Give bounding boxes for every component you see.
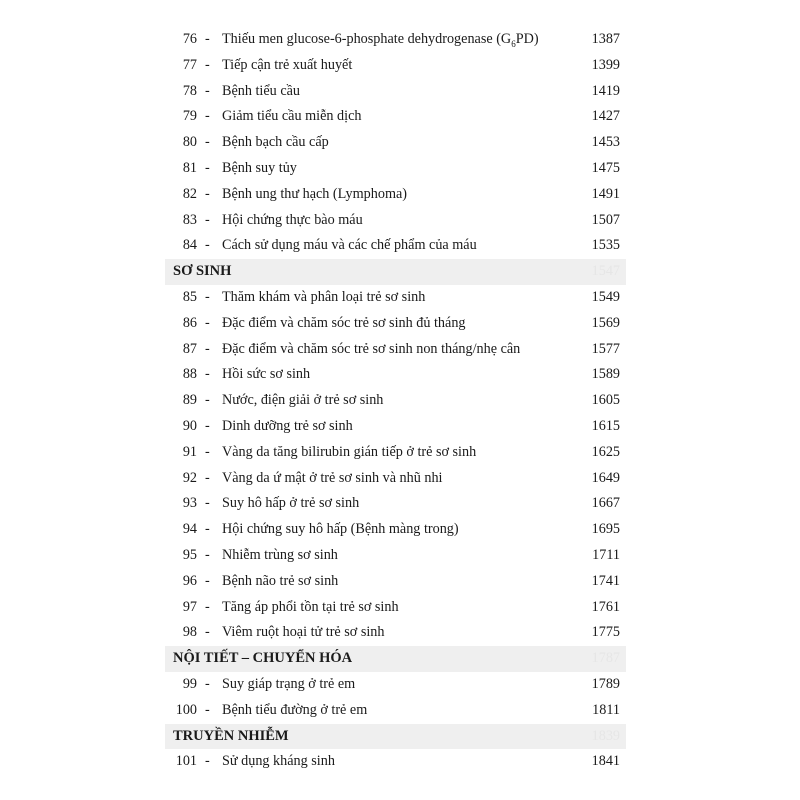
entry-dash: - [205,134,210,151]
entry-page-number: 1419 [591,82,620,99]
entry-dash: - [205,392,210,409]
entry-dash: - [205,288,210,305]
toc-entry[interactable] [165,491,626,517]
toc-entry[interactable] [165,698,626,724]
entry-page-number: 1387 [591,31,620,47]
section-page-number: 1787 [591,650,620,667]
entry-number: 80 [182,134,197,151]
entry-dash: - [205,108,210,125]
entry-page-number: 1605 [591,392,620,409]
entry-title-text: Thiếu men glucose-6-phosphate dehydrogenase (G [222,31,512,47]
entry-dash: - [205,237,210,254]
entry-title [222,569,338,595]
entry-title-text: Giảm tiểu cầu miễn dịch [222,108,362,125]
toc-entry[interactable] [165,130,626,156]
entry-title-text: Cách sử dụng máu và các chế phẩm của máu [222,237,477,254]
entry-title-text: Viêm ruột hoại tử trẻ sơ sinh [222,624,385,641]
entry-title [222,491,359,517]
entry-title-text: Đặc điểm và chăm sóc trẻ sơ sinh đủ tháng [222,314,466,331]
toc-entry[interactable] [165,543,626,569]
entry-dash: - [205,82,210,99]
entry-number: 94 [182,521,197,538]
entry-number: 91 [182,443,197,460]
entry-title-text: Hội chứng suy hô hấp (Bệnh màng trong) [222,521,459,538]
toc-entry[interactable] [165,749,626,775]
entry-title [222,233,477,259]
entry-title-text: Bệnh tiểu cầu [222,82,301,99]
toc-entry[interactable] [165,104,626,130]
toc-entry[interactable] [165,182,626,208]
entry-title [222,27,539,53]
entry-title-subscript: 6 [511,38,516,49]
entry-title [222,311,466,337]
entry-number: 77 [182,56,197,73]
section-title: NỘI TIẾT – CHUYỂN HÓA [173,650,353,667]
entry-title-text: Sử dụng kháng sinh [222,753,335,770]
toc-entry[interactable] [165,466,626,492]
entry-title-text: Bệnh ung thư hạch (Lymphoma) [222,185,407,202]
entry-dash: - [205,495,210,512]
entry-page-number: 1711 [592,546,620,563]
entry-title [222,182,407,208]
entry-title [222,79,300,105]
entry-number: 100 [175,701,197,718]
entry-page-number: 1789 [591,675,620,692]
entry-number: 83 [182,211,197,228]
entry-title-text: Dinh dưỡng trẻ sơ sinh [222,417,353,434]
entry-number: 96 [182,572,197,589]
entry-title-text: Thăm khám và phân loại trẻ sơ sinh [222,288,426,305]
entry-title [222,698,367,724]
entry-number: 99 [182,675,197,692]
entry-dash: - [205,340,210,357]
entry-number: 90 [182,417,197,434]
entry-dash: - [205,417,210,434]
entry-number: 84 [182,237,197,254]
entry-dash: - [205,159,210,176]
entry-dash: - [205,598,210,615]
toc-entry[interactable] [165,311,626,337]
entry-number: 97 [182,598,197,615]
entry-number: 88 [182,366,197,383]
entry-title [222,388,383,414]
entry-title [222,285,425,311]
entry-title [222,595,399,621]
entry-page-number: 1589 [591,366,620,383]
toc-entry[interactable] [165,672,626,698]
entry-page-number: 1549 [591,288,620,305]
entry-page-number: 1453 [591,134,620,151]
entry-title [222,543,338,569]
entry-title-suffix: PD) [515,31,539,47]
toc-entry[interactable] [165,620,626,646]
entry-number: 93 [182,495,197,512]
entry-title-text: Hội chứng thực bào máu [222,211,363,228]
entry-dash: - [205,443,210,460]
entry-dash: - [205,624,210,641]
entry-page-number: 1841 [591,753,620,770]
entry-page-number: 1761 [591,598,620,615]
entry-title-text: Nước, điện giải ở trẻ sơ sinh [222,392,384,409]
toc-entry[interactable] [165,53,626,79]
entry-title [222,362,310,388]
entry-dash: - [205,469,210,486]
toc-entry[interactable] [165,517,626,543]
entry-page-number: 1491 [591,185,620,202]
toc-entry[interactable] [165,440,626,466]
entry-title-text: Bệnh tiểu đường ở trẻ em [222,701,368,718]
entry-title [222,156,297,182]
entry-title-text: Suy hô hấp ở trẻ sơ sinh [222,495,360,512]
entry-page-number: 1535 [591,237,620,254]
toc-section-header [165,724,626,750]
entry-number: 78 [182,82,197,99]
entry-dash: - [205,31,210,47]
toc-entry[interactable] [165,156,626,182]
entry-number: 92 [182,469,197,486]
entry-dash: - [205,314,210,331]
entry-number: 76 [182,31,197,47]
entry-page-number: 1649 [591,469,620,486]
entry-title [222,130,329,156]
entry-title [222,440,476,466]
entry-title [222,337,520,363]
entry-page-number: 1615 [591,417,620,434]
entry-dash: - [205,675,210,692]
entry-title [222,672,355,698]
entry-page-number: 1667 [591,495,620,512]
entry-title-text: Bệnh suy tủy [222,159,297,176]
entry-title-text: Hồi sức sơ sinh [222,366,311,383]
entry-page-number: 1811 [592,701,620,718]
entry-page-number: 1577 [591,340,620,357]
toc-section-header [165,646,626,672]
entry-page-number: 1741 [591,572,620,589]
entry-dash: - [205,366,210,383]
section-page-number: 1839 [591,727,620,744]
entry-number: 101 [175,753,197,770]
toc-entry[interactable] [165,595,626,621]
toc-entry[interactable] [165,569,626,595]
entry-dash: - [205,521,210,538]
entry-page-number: 1695 [591,521,620,538]
entry-title [222,749,335,775]
entry-title-text: Vàng da tăng bilirubin gián tiếp ở trẻ sơ sinh [222,443,477,460]
toc-section-header [165,259,626,285]
entry-number: 89 [182,392,197,409]
entry-title [222,104,361,130]
entry-title [222,53,352,79]
toc-entry[interactable] [165,337,626,363]
entry-number: 98 [182,624,197,641]
toc-entry[interactable] [165,388,626,414]
section-title: SƠ SINH [173,263,232,280]
entry-number: 86 [182,314,197,331]
entry-number: 87 [182,340,197,357]
entry-dash: - [205,546,210,563]
entry-page-number: 1427 [591,108,620,125]
section-page-number: 1547 [591,263,620,280]
entry-title-text: Vàng da ứ mật ở trẻ sơ sinh và nhũ nhi [222,469,443,486]
entry-title-text: Tiếp cận trẻ xuất huyết [222,56,353,73]
entry-title [222,208,363,234]
toc-entry[interactable] [165,233,626,259]
entry-page-number: 1475 [591,159,620,176]
entry-title-text: Đặc điểm và chăm sóc trẻ sơ sinh non tháng/nhẹ cân [222,340,521,357]
entry-title-text: Nhiễm trùng sơ sinh [222,546,338,563]
entry-page-number: 1399 [591,56,620,73]
entry-dash: - [205,56,210,73]
entry-page-number: 1569 [591,314,620,331]
entry-title [222,517,459,543]
entry-number: 79 [182,108,197,125]
entry-title-text: Suy giáp trạng ở trẻ em [222,675,356,692]
entry-title-text: Bệnh não trẻ sơ sinh [222,572,339,589]
entry-number: 82 [182,185,197,202]
entry-dash: - [205,572,210,589]
entry-dash: - [205,701,210,718]
toc-entry[interactable] [165,414,626,440]
entry-title [222,414,353,440]
table-of-contents [165,27,626,775]
entry-title [222,620,385,646]
toc-entry[interactable] [165,285,626,311]
entry-title [222,466,443,492]
entry-number: 81 [182,159,197,176]
entry-title-text: Bệnh bạch cầu cấp [222,134,329,151]
toc-entry[interactable] [165,208,626,234]
toc-entry[interactable] [165,79,626,105]
entry-dash: - [205,185,210,202]
entry-dash: - [205,753,210,770]
entry-page-number: 1775 [591,624,620,641]
entry-page-number: 1625 [591,443,620,460]
toc-entry[interactable] [165,27,626,53]
entry-page-number: 1507 [591,211,620,228]
entry-number: 95 [182,546,197,563]
section-title: TRUYỀN NHIỄM [173,727,289,744]
entry-title-text: Tăng áp phổi tồn tại trẻ sơ sinh [222,598,399,615]
entry-dash: - [205,211,210,228]
entry-number: 85 [182,288,197,305]
toc-entry[interactable] [165,362,626,388]
